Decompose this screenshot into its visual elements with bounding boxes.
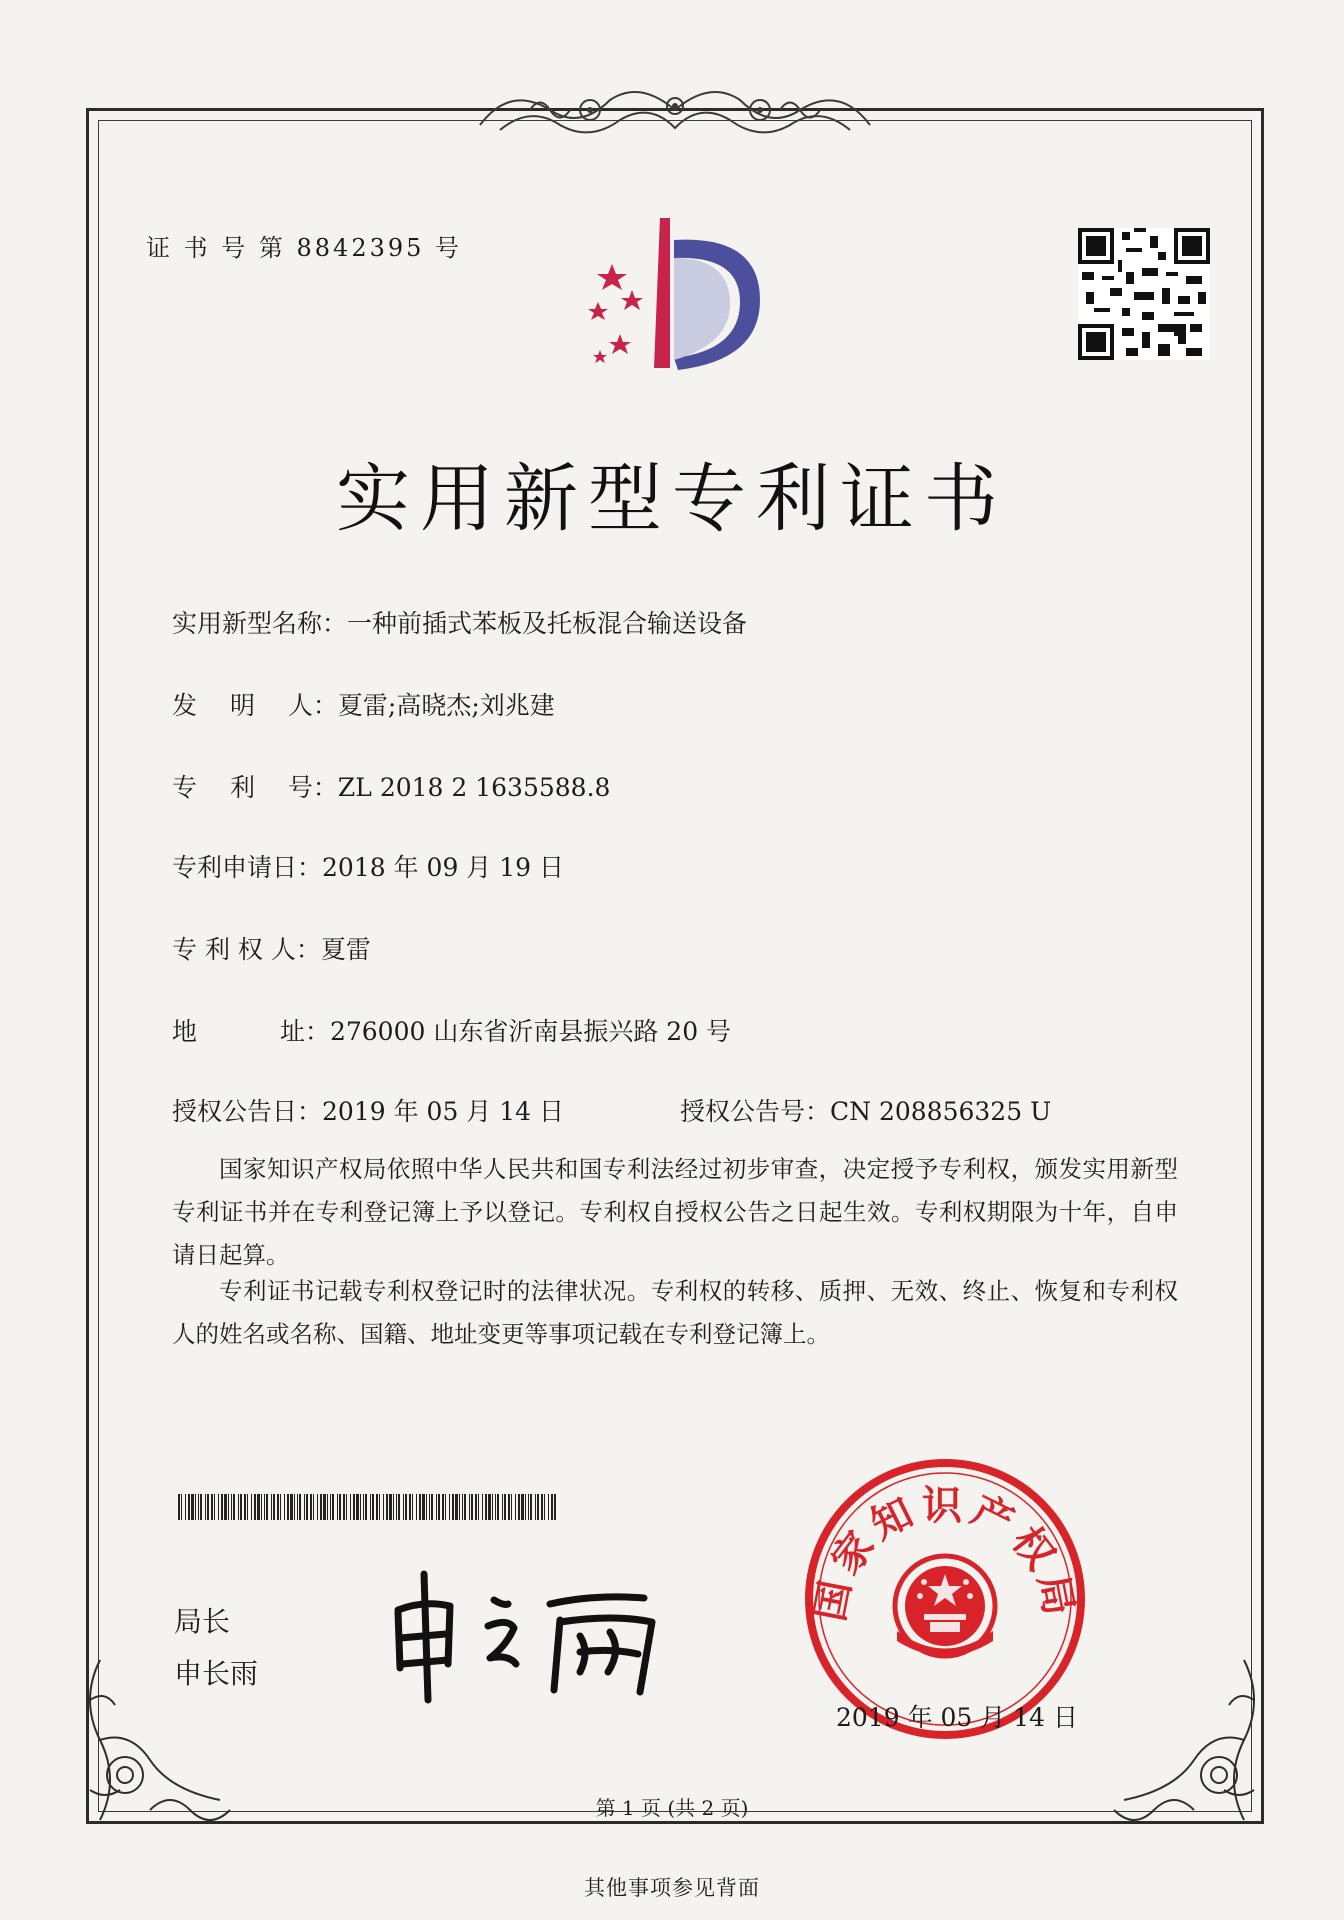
certificate-number: 证 书 号 第 8842395 号 <box>146 234 463 262</box>
grant-date-value: 2019 年 05 月 14 日 <box>322 1097 564 1126</box>
barcode-icon <box>178 1494 556 1520</box>
patentee-value: 夏雷 <box>320 935 371 964</box>
grant-statement-paragraph: 国家知识产权局依照中华人民共和国专利法经过初步审查，决定授予专利权，颁发实用新型专利证书并在专利登记簿上予以登记。专利权自授权公告之日起生效。专利权期限为十年，自申请日起算。 <box>172 1155 1178 1269</box>
grant-number-value: CN 208856325 U <box>830 1097 1052 1126</box>
address-label: 地 址： <box>172 1017 330 1046</box>
qr-code-icon <box>1078 228 1210 360</box>
application-date-row <box>172 848 564 884</box>
patent-office-emblem-icon <box>570 210 780 375</box>
patentee-row <box>172 930 371 966</box>
inventor-value: 夏雷;高晓杰;刘兆建 <box>337 691 555 720</box>
seal-date: 2019 年 05 月 14 日 <box>836 1703 1078 1732</box>
inventor-label: 发 明 人： <box>172 691 338 720</box>
grant-number-label: 授权公告号： <box>680 1097 831 1126</box>
certificate-title: 实用新型专利证书 <box>336 456 1008 542</box>
utility-model-name-row <box>172 604 747 640</box>
director-signature-icon <box>384 1560 684 1710</box>
utility-model-name-value: 一种前插式苯板及托板混合输送设备 <box>347 609 748 638</box>
seal-text: 国家知识产权局 <box>807 1483 1083 1625</box>
inventor-row <box>172 686 555 722</box>
address-row <box>172 1012 731 1048</box>
director-title: 局长 <box>174 1605 231 1638</box>
director-name: 申长雨 <box>174 1657 259 1690</box>
application-date-value: 2018 年 09 月 19 日 <box>322 853 564 882</box>
patentee-label: 专 利 权 人： <box>172 935 321 964</box>
patent-number-label: 专 利 号： <box>172 773 338 802</box>
patent-number-value: ZL 2018 2 1635588.8 <box>337 773 611 802</box>
patent-number-row <box>172 768 610 804</box>
address-value: 276000 山东省沂南县振兴路 20 号 <box>329 1017 732 1046</box>
page-number: 第 1 页 (共 2 页) <box>595 1796 749 1820</box>
grant-date-row <box>172 1092 564 1128</box>
top-ornament-icon <box>470 80 880 150</box>
grant-number-row <box>680 1092 1051 1128</box>
footer-note: 其他事项参见背面 <box>584 1876 760 1900</box>
grant-date-label: 授权公告日： <box>172 1097 323 1126</box>
legal-status-paragraph: 专利证书记载专利权登记时的法律状况。专利权的转移、质押、无效、终止、恢复和专利权人的姓名或名称、国籍、地址变更等事项记载在专利登记簿上。 <box>172 1277 1178 1348</box>
utility-model-name-label: 实用新型名称： <box>172 609 348 638</box>
application-date-label: 专利申请日： <box>172 853 323 882</box>
